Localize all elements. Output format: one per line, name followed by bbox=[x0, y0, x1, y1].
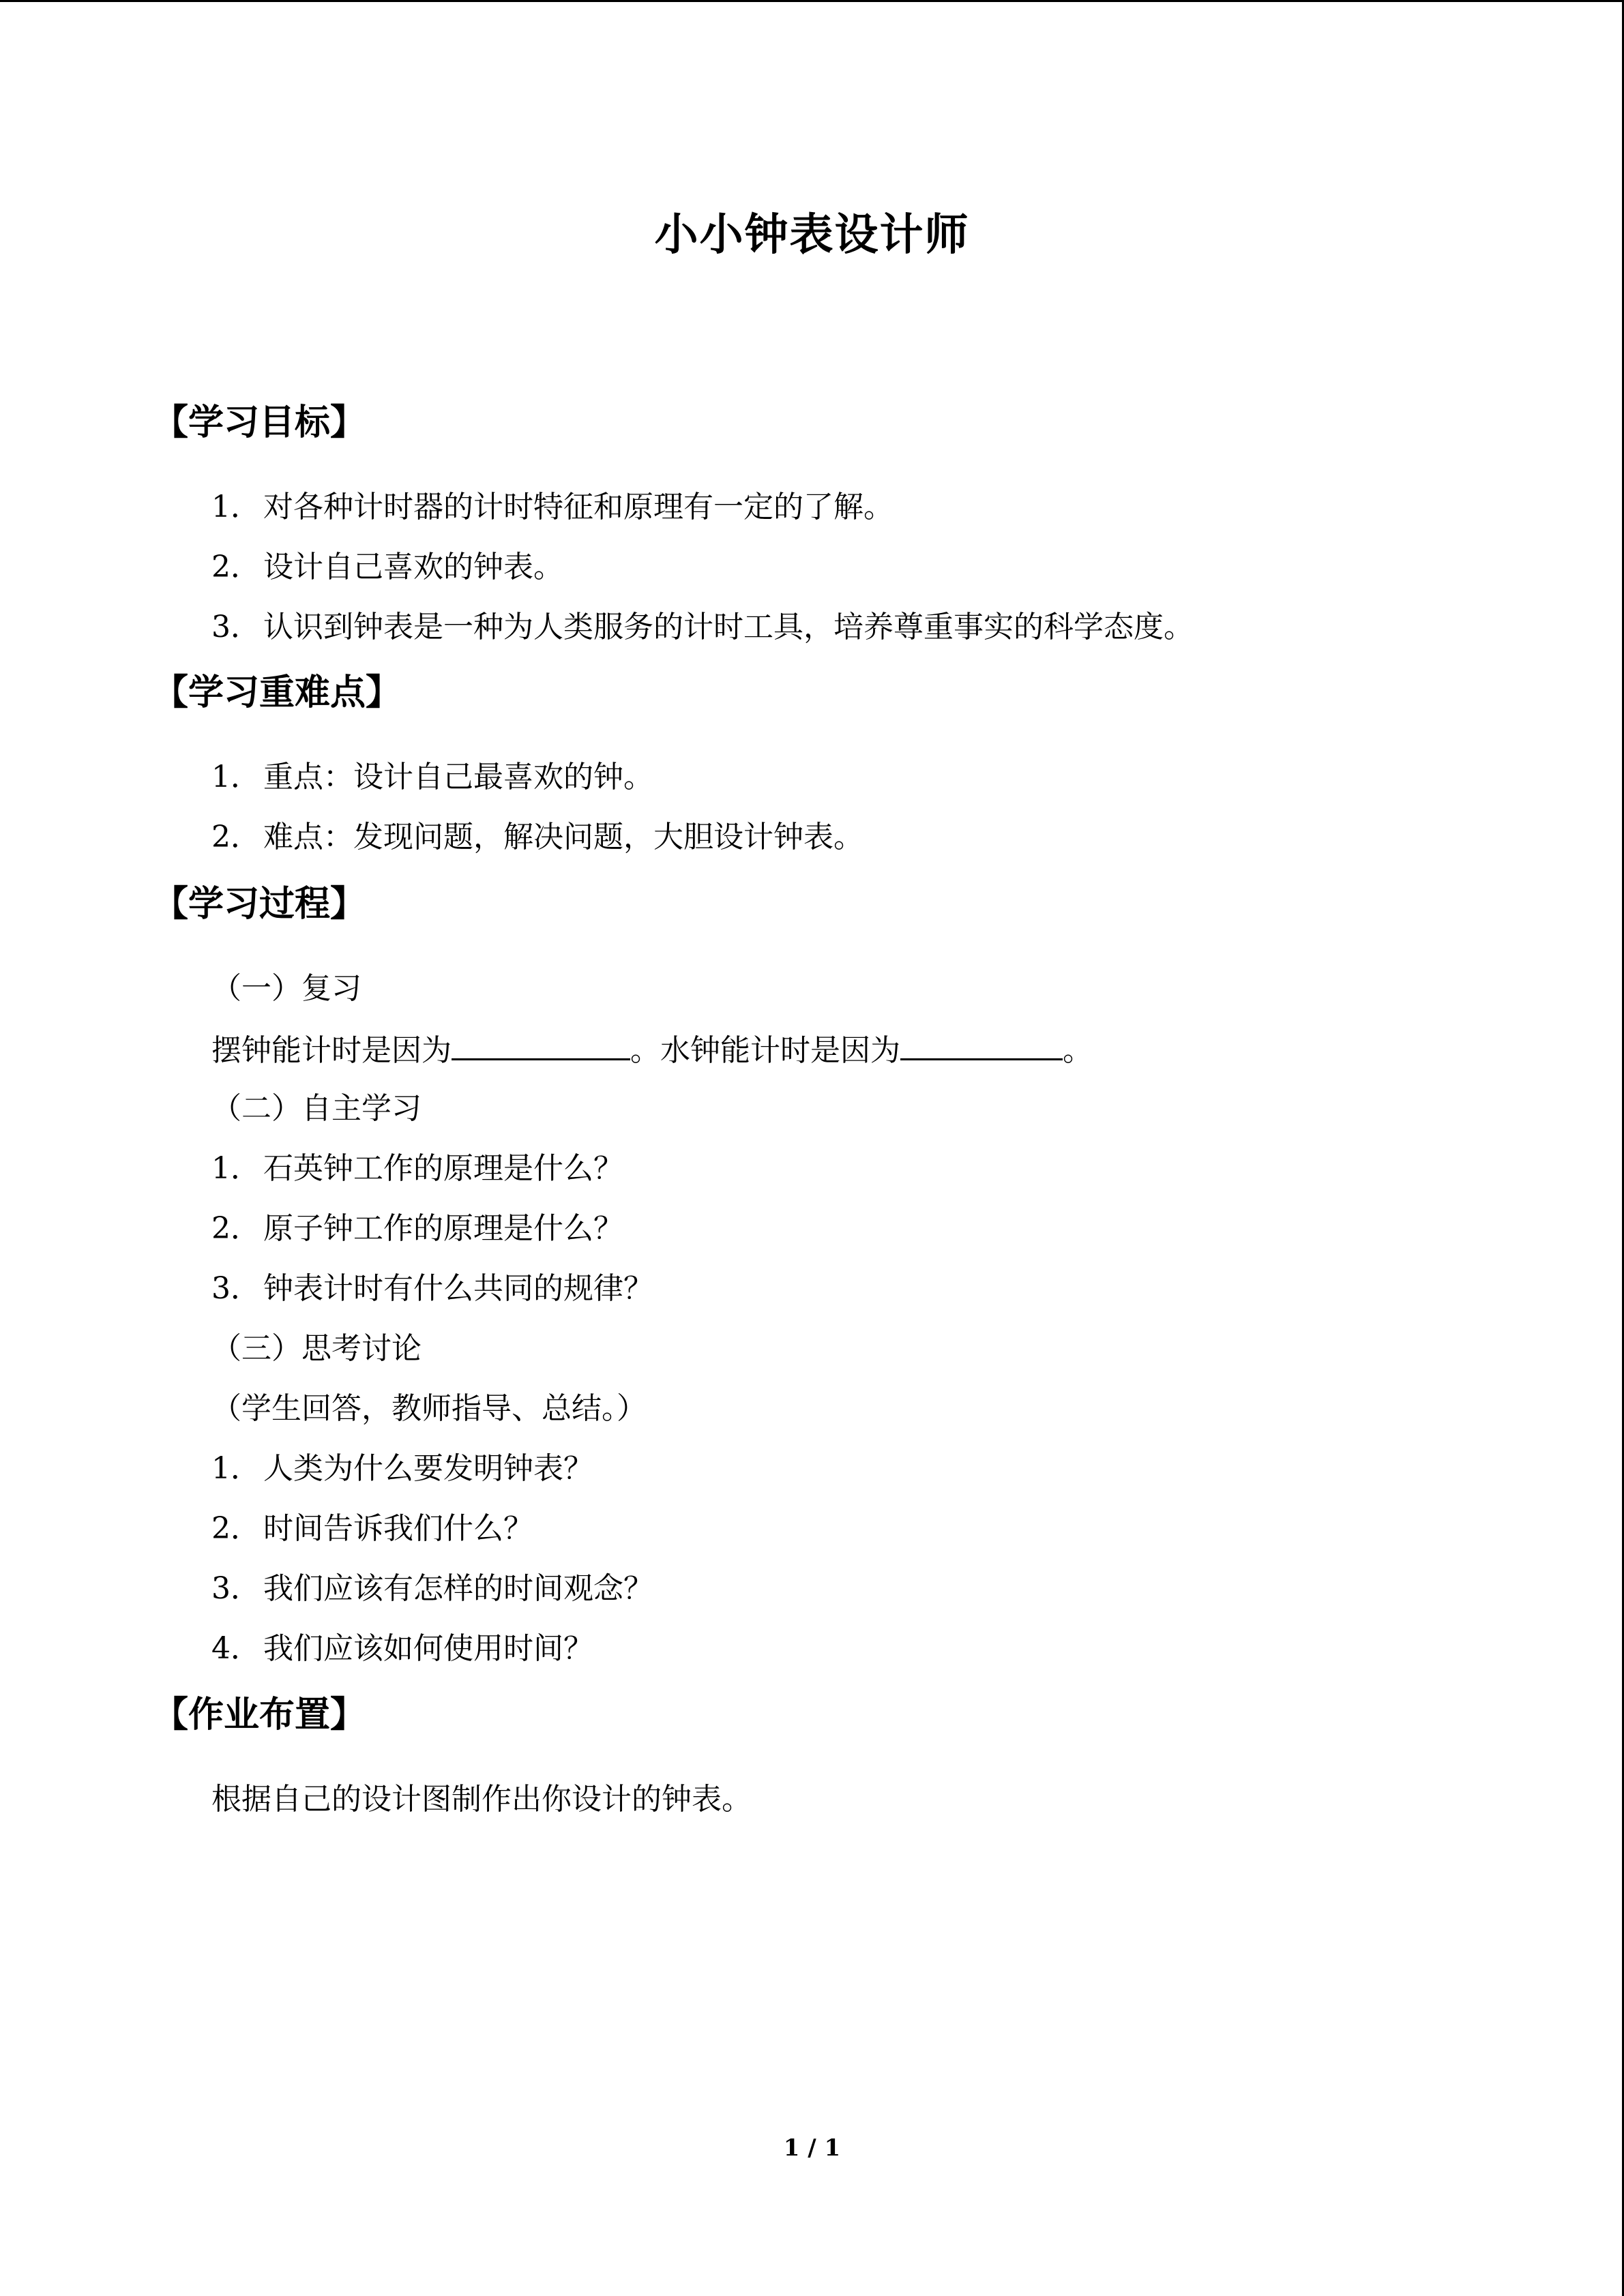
discussion-number: 4． bbox=[211, 1631, 261, 1666]
objective-number: 3． bbox=[211, 610, 261, 644]
document-title: 小小钟表设计师 bbox=[654, 210, 970, 260]
objective-number: 2． bbox=[211, 550, 261, 584]
discussion-number: 1． bbox=[211, 1451, 261, 1486]
review-text-part1: 摆钟能计时是因为 bbox=[211, 1033, 452, 1068]
review-sentence bbox=[211, 1027, 1093, 1073]
discussion-text: 人类为什么要发明钟表？ bbox=[263, 1451, 593, 1486]
objective-item bbox=[211, 546, 563, 589]
key-point-number: 2． bbox=[211, 820, 261, 854]
discussion-number: 3． bbox=[211, 1571, 261, 1606]
discussion-note: （学生回答，教师指导、总结。） bbox=[211, 1391, 647, 1426]
self-study-number: 1． bbox=[211, 1151, 261, 1186]
objective-text: 设计自己喜欢的钟表。 bbox=[263, 550, 563, 584]
discussion-text: 我们应该如何使用时间？ bbox=[263, 1631, 593, 1666]
objective-number: 1． bbox=[211, 490, 261, 524]
self-study-label: （二）自主学习 bbox=[211, 1091, 422, 1126]
self-study-item bbox=[211, 1147, 623, 1191]
page-border-top bbox=[0, 0, 1624, 2]
key-point-text: 难点：发现问题，解决问题，大胆设计钟表。 bbox=[263, 820, 863, 854]
self-study-number: 2． bbox=[211, 1211, 261, 1246]
discussion-item bbox=[211, 1447, 593, 1491]
objective-text: 认识到钟表是一种为人类服务的计时工具，培养尊重事实的科学态度。 bbox=[263, 610, 1194, 644]
objective-text: 对各种计时器的计时特征和原理有一定的了解。 bbox=[263, 490, 894, 524]
self-study-item bbox=[211, 1267, 653, 1311]
review-text-part2: 。水钟能计时是因为 bbox=[630, 1033, 900, 1068]
self-study-text: 钟表计时有什么共同的规律？ bbox=[263, 1271, 653, 1306]
discussion-label: （三）思考讨论 bbox=[211, 1331, 422, 1366]
review-label: （一）复习 bbox=[211, 971, 361, 1006]
discussion-text: 我们应该有怎样的时间观念？ bbox=[263, 1571, 653, 1606]
self-study-number: 3． bbox=[211, 1271, 261, 1306]
discussion-number: 2． bbox=[211, 1511, 261, 1546]
key-point-number: 1． bbox=[211, 760, 261, 794]
discussion-text: 时间告诉我们什么？ bbox=[263, 1511, 533, 1546]
homework-text: 根据自己的设计图制作出你设计的钟表。 bbox=[211, 1782, 752, 1817]
discussion-item bbox=[211, 1507, 533, 1551]
self-study-text: 石英钟工作的原理是什么？ bbox=[263, 1151, 623, 1186]
objective-item bbox=[211, 606, 1194, 649]
discussion-item bbox=[211, 1627, 593, 1671]
heading-homework: 【作业布置】 bbox=[153, 1695, 366, 1735]
key-point-text: 重点：设计自己最喜欢的钟。 bbox=[263, 760, 653, 794]
fill-in-blank-1[interactable] bbox=[452, 1027, 630, 1060]
page-number: 1 / 1 bbox=[783, 2134, 841, 2162]
objective-item bbox=[211, 486, 894, 529]
key-point-item bbox=[211, 756, 653, 799]
heading-objectives: 【学习目标】 bbox=[153, 402, 366, 443]
heading-key-points: 【学习重难点】 bbox=[153, 672, 402, 713]
fill-in-blank-2[interactable] bbox=[900, 1027, 1063, 1060]
discussion-item bbox=[211, 1567, 653, 1611]
review-text-part3: 。 bbox=[1063, 1033, 1093, 1068]
self-study-text: 原子钟工作的原理是什么？ bbox=[263, 1211, 623, 1246]
key-point-item bbox=[211, 816, 863, 859]
heading-process: 【学习过程】 bbox=[153, 884, 366, 925]
self-study-item bbox=[211, 1207, 623, 1251]
